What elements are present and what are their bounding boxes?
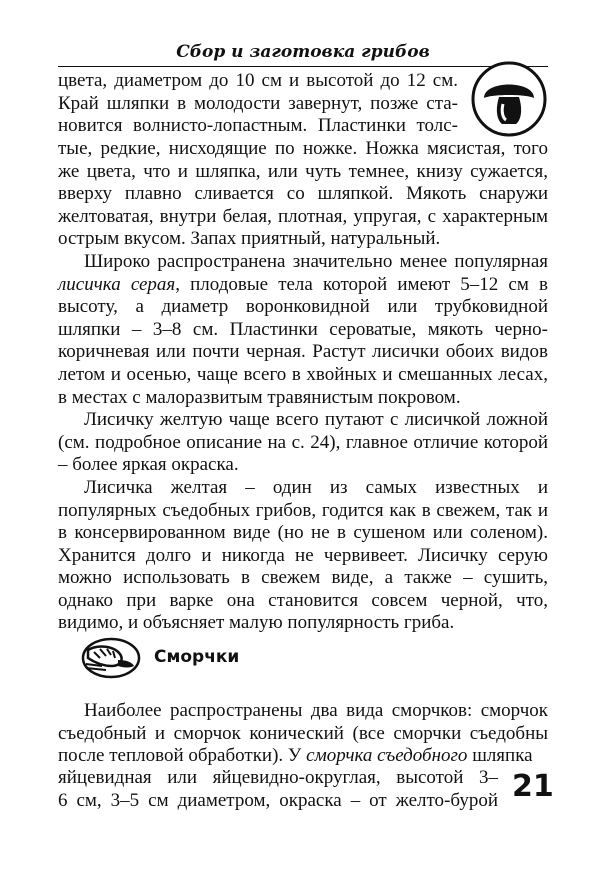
text-column-last [58, 767, 498, 812]
text-column-main [58, 138, 548, 635]
paragraph: Наиболее распространены два вида сморчков: сморчок съедобный и сморчок конический (все сморчки съедобны после тепловой обработки). У сморчка съедобного шляпка [58, 700, 548, 767]
section-heading [80, 636, 380, 680]
species-name: лисичка серая [58, 273, 176, 295]
paragraph: Лисичка желтая – один из самых известных и популярных съедобных грибов, годится как в свежем, так и в консервированном виде (но не в сушеном или соленом). Хранится долго и никогда не червивеет. Лисичку серую можно использовать в свежем виде, а также – сушить, однако при варке она становится совсем черной, что, видимо, и объясняет малую популярность гриба. [58, 476, 548, 634]
morel-mushroom-icon [80, 636, 142, 680]
paragraph: Широко распространена значительно менее популярная лисичка серая, плодовые тела которой имеют 5–12 см в высоту, а диаметр воронковидной или трубковидной шляпки – 3–8 см. Пластинки сероватые, мякоть черно-коричневая или почти черная. Растут лисички обоих видов летом и осенью, чаще всего в хвойных и смешанных лесах, в местах с малоразвитым травянистым покровом. [58, 250, 548, 408]
text-column-narrow [58, 70, 458, 138]
text-line: цвета, диаметром до 10 см и высотой до 12 см. [58, 70, 458, 91]
running-title: Сбор и заготовка грибов [176, 42, 430, 62]
paragraph: тые, редкие, нисходящие по ножке. Ножка мясистая, того же цвета, что и шляпка, или чуть темнее, книзу сужается, вверху плавно сливается со шляпкой. Мякоть снаружи желтоватая, внутри белая, плотная, упругая, с характерным острым вкусом. Запах приятный, натуральный. [58, 138, 548, 250]
page-number: 21 [512, 769, 554, 804]
paragraph: Лисичку желтую чаще всего путают с лисичкой ложной (см. подробное описание на с. 24), главное отличие которой – более яркая окраска. [58, 409, 548, 476]
species-name: сморчка съедобного [306, 745, 468, 767]
text-line: яйцевидная или яйцевидно-округлая, высотой 3– [58, 767, 498, 788]
text-line: 6 см, 3–5 см диаметром, окраска – от желто-бурой [58, 789, 498, 811]
porcini-mushroom-icon [470, 60, 548, 138]
text-column-section [58, 700, 548, 768]
section-title: Сморчки [154, 647, 240, 667]
text-line: новится волнисто-лопастным. Пластинки толс- [58, 115, 458, 137]
text-line: Край шляпки в молодости завернут, позже ста- [58, 92, 458, 114]
